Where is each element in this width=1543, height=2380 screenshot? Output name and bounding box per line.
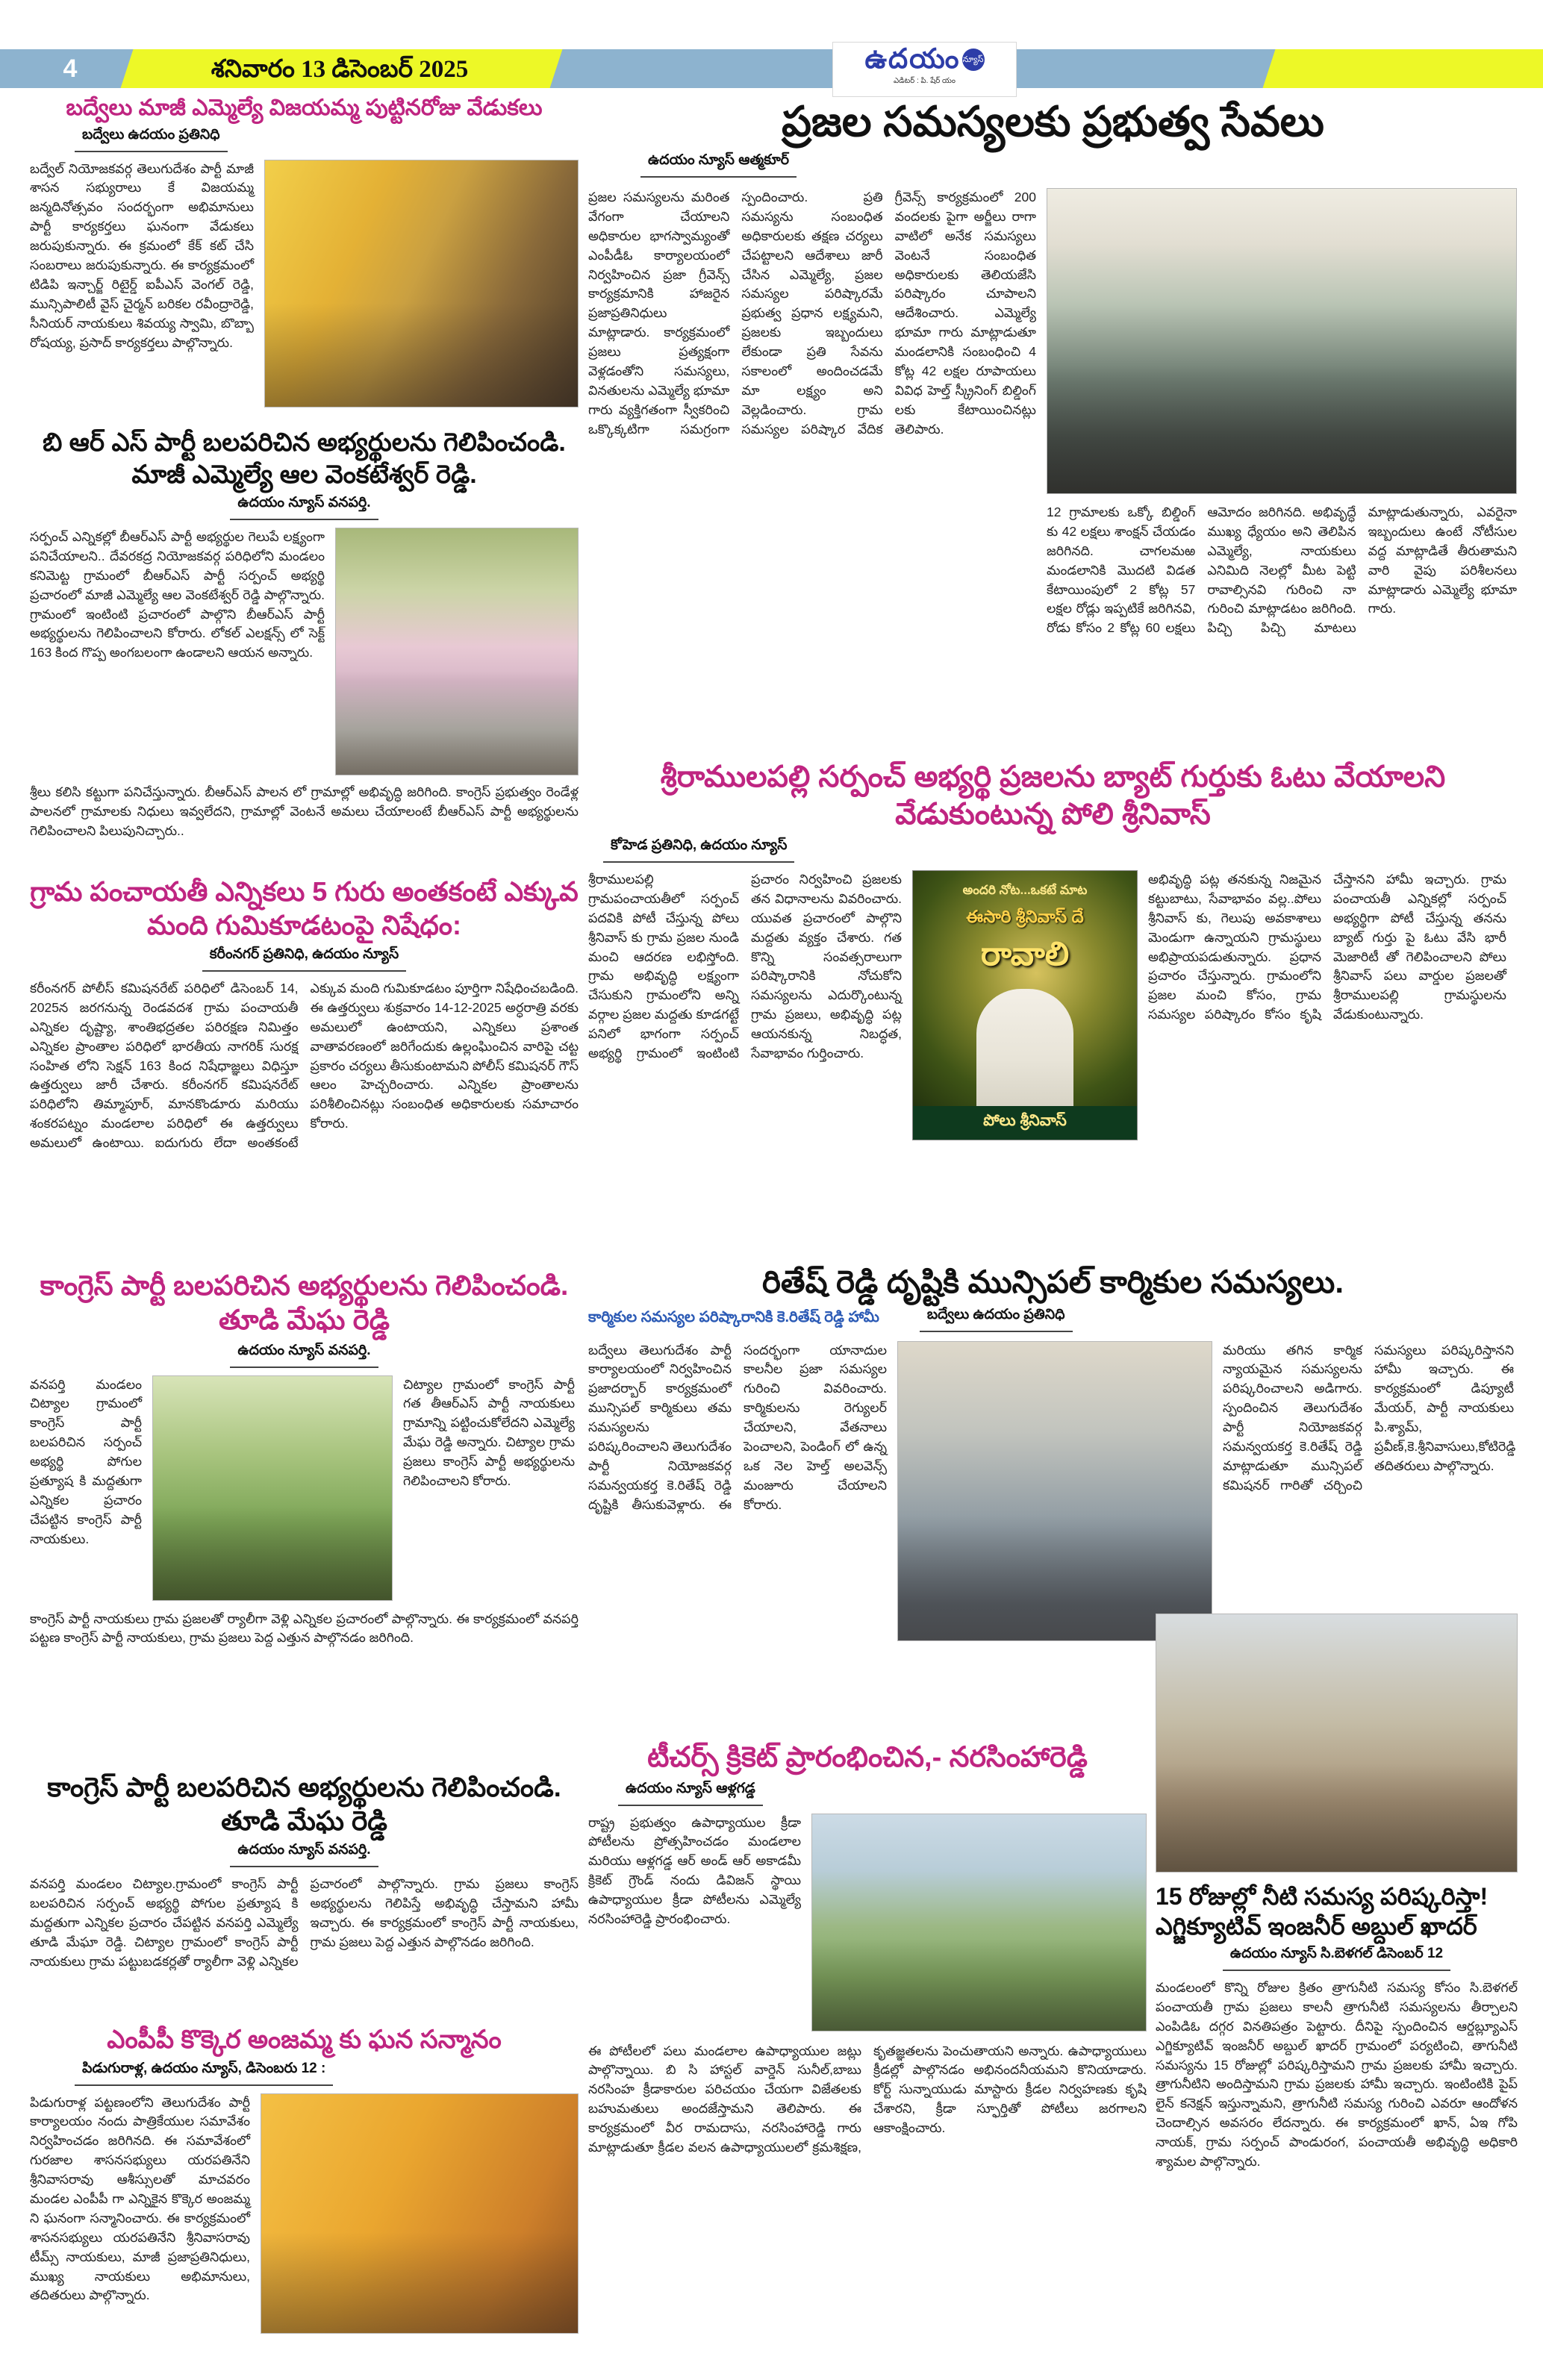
poster-line3: రావాలి [980, 936, 1070, 972]
article-body-top: రాష్ట్ర ప్రభుత్వం ఉపాధ్యాయుల క్రీడా పోటీలను ప్రోత్సహించడం మండలాల మరియు ఆళ్లగడ్డ ఆర్ అండ్ ఆర్ అకాడమీ క్రికెట్ గ్రౌండ్ నందు డివిజన్ స్థాయి ఉపాధ్యాయుల క్రీడా పోటీలను ఎమ్మెల్యే నరసింహారెడ్డి ప్రారంభించారు. [588, 1814, 801, 1926]
article-headline: ఎంపీపీ కొక్కెర అంజమ్మ కు ఘన సన్మానం [107, 2026, 502, 2054]
article-govt-services [588, 96, 1518, 743]
newspaper-tagline: ఎడిటర్ : పి. షేర్ యం [894, 77, 956, 85]
article-byline: కరీంనగర్ ప్రతినిధి, ఉదయం న్యూస్ [202, 946, 406, 972]
page-date: శనివారం 13 డిసెంబర్ 2025 [211, 56, 469, 83]
article-body: బద్వేల్ నియోజకవర్గ తెలుగుదేశం పార్టీ మాజీ శాసన సభ్యురాలు కే విజయమ్మ జన్మదినోత్సవం సందర్భంగా అభిమానులు పార్టీ కార్యకర్తలు ఘనంగా వేడుకలు జరుపుకున్నారు. ఈ క్రమంలో కేక్ కట్ చేసి సంబరాలు జరుపుకున్నారు. ఈ కార్యక్రమంలో టిడిపి ఇన్చార్జ్ రిటైర్డ్ ఐపీఎస్ వెంగల్ రెడ్డి, మున్సిపాలిటీ వైస్ చైర్మన్ బరికల రవీంద్రారెడ్డి, సీనియర్ నాయకులు శివయ్య స్వామి, బొబ్బా రోషయ్య, ప్రసాద్ కార్యకర్తలు పాల్గొన్నారు. [30, 160, 254, 350]
article-headline: కాంగ్రెస్ పార్టీ బలపరిచిన అభ్యర్థులను గెలిపించండి. తూడి మేఘ రెడ్డి [47, 1772, 561, 1836]
article-body: సర్పంచ్ ఎన్నికల్లో బీఆర్ఎస్ పార్టీ అభ్యర్థుల గెలుపే లక్ష్యంగా పనిచేయాలని.. దేవరకద్ర నియోజకవర్గ పరిధిలోని మండలం కనిమెట్ట గ్రామంలో బీఆర్ఎస్ పార్టీ సర్పంచ్ అభ్యర్థి ప్రచారంలో మాజీ ఎమ్మెల్యే ఆల వెంకటేశ్వర్ రెడ్డి పాల్గొన్నారు. గ్రామంలో ఇంటింటి ప్రచారంలో పాల్గొని బీఆర్ఎస్ పార్టీ అభ్యర్థులను గెలిపించాలని కోరారు. లోకల్ ఎలక్షన్స్ లో సెక్ట్ 163 కింద గొప్ప అంగబలంగా ఉండాలని ఆయన అన్నారు. [30, 529, 325, 660]
article-teachers-cricket [588, 1740, 1147, 2345]
article-headline: 15 రోజుల్లో నీటి సమస్య పరిష్కరిస్తా! ఎగ్జిక్యూటివ్ ఇంజనీర్ అబ్దుల్ ఖాదర్ [1156, 1883, 1489, 1940]
article-byline: కోహెడ ప్రతినిధి, ఉదయం న్యూస్ [603, 837, 794, 863]
newspaper-name: ఉదయం [864, 44, 961, 75]
article-headline: ప్రజల సమస్యలకు ప్రభుత్వ సేవలు [782, 98, 1324, 145]
article-water-problem [1156, 1614, 1518, 2345]
election-poster [912, 870, 1138, 1140]
article-headline: గ్రామ పంచాయతీ ఎన్నికలు 5 గురు అంతకంటే ఎక్కువ మంది గుమికూడటంపై నిషేధం: [30, 876, 579, 940]
photo-birthday-celebration [264, 160, 579, 407]
article-sarpanch-bat [588, 758, 1518, 1252]
article-body: వనపర్తి మండలం చిట్యాల.గ్రామంలో కాంగ్రెస్ పార్టీ బలపరిచిన సర్పంచ్ అభ్యర్థి పోగుల ప్రత్యూష కి మద్దతుగా ఎన్నికల ప్రచారం చేపట్టిన వనపర్తి ఎమ్మెల్యే తూడి మేఘా రెడ్డి. చిట్యాల గ్రామంలో కాంగ్రెస్ పార్టీ నాయకులు గ్రామ పట్టుబడకర్లతో ర్యాలీగా వెళ్లి ఎన్నికల ప్రచారంలో పాల్గొన్నారు. గ్రామ ప్రజలు కాంగ్రెస్ అభ్యర్థులను గెలిపిస్తే అభివృద్ధి చేస్తామని హామీ ఇచ్చారు. ఈ కార్యక్రమంలో కాంగ్రెస్ పార్టీ నాయకులు, గ్రామ ప్రజలు పెద్ద ఎత్తున పాల్గొనడం జరిగింది. [30, 1876, 579, 1969]
photo-brs-leaders [335, 528, 579, 775]
photo-cricket-ground [811, 1814, 1147, 2031]
page-number: 4 [63, 54, 78, 83]
article-byline: ఉదయం న్యూస్ సి.బెళగల్ డిసెంబర్ 12 [1223, 1946, 1450, 1971]
poster-line1: అందరి నోట...ఒకటే మాట [962, 883, 1088, 897]
poster-candidate-name: పోలు శ్రీనివాస్ [913, 1106, 1137, 1140]
article-headline: కాంగ్రెస్ పార్టీ బలపరిచిన అభ్యర్థులను గెలిపించండి. తూడి మేఘ రెడ్డి [40, 1270, 569, 1336]
article-body-right: 12 గ్రామాలకు ఒక్కో బిల్డింగ్ కు 42 లక్షలు శాంక్షన్ చేయడం జరిగినది. చాగలమఱ మండలానికి మొదటి విడత కేటాయింపులో 2 కోట్ల 57 లక్షల రోడ్లు ఇప్పటికే జరిగినవి, రోడు కోసం 2 కోట్ల 60 లక్షలు ఆమోదం జరిగినది. అభివృద్ధే ముఖ్య ధ్యేయం అని తెలిపిన ఎమ్మెల్యే, నాయకులు ఎనిమిది నెలల్లో మీట పెట్టి రావాల్సినవి గురించి నా గురించి మాట్లాడటం జరిగింది. పిచ్చి పిచ్చి మాటలు మాట్లాడుతున్నారు, ఎవరైనా ఇబ్బందులు ఉంటే నోటీసుల వద్ద మాట్లాడితే తీరుతామని వారి వైపు పరిశీలనలు మాట్లాడారు ఎమ్మెల్యే భూమా గారు. [1047, 505, 1517, 636]
article-byline: ఉదయం న్యూస్ వనపర్తి. [230, 495, 378, 520]
poster-candidate-figure [976, 989, 1073, 1106]
article-byline: బద్వేలు ఉదయం ప్రతినిధి [920, 1307, 1073, 1332]
article-byline: ఉదయం న్యూస్ వనపర్తి. [230, 1343, 378, 1368]
newspaper-logo [832, 42, 1017, 97]
article-subhead: కార్మికుల సమస్యల పరిష్కారానికి కె.రితేష్ రెడ్డి హామీ [588, 1309, 879, 1325]
article-congress-campaign-2 [30, 1770, 579, 2017]
article-body-left: ప్రజల సమస్యలను మరింత వేగంగా చేయాలని అధికారుల భాగస్వామ్యంతో ఎంపీడీఓ కార్యాలయంలో నిర్వహించిన ప్రజా గ్రీవెన్స్ కార్యక్రమానికి హాజరైన ప్రజాప్రతినిధులు మాట్లాడారు. కార్యక్రమంలో ప్రజలు ప్రత్యక్షంగా వెళ్లడంతోని సమస్యలు, వినతులను ఎమ్మెల్యే భూమా గారు వ్యక్తిగతంగా స్వీకరించి ఒక్కొక్కటిగా సమగ్రంగా స్పందించారు. ప్రతి సమస్యను సంబంధిత అధికారులకు తక్షణ చర్యలు చేపట్టాలని ఆదేశాలు జారీ చేసిన ఎమ్మెల్యే, ప్రజల సమస్యల పరిష్కారమే ప్రభుత్వ ప్రధాన లక్ష్యమని, ప్రజలకు ఇబ్బందులు లేకుండా ప్రతి సేవను సకాలంలో అందించడమే మా లక్ష్యం అని వెల్లడించారు. గ్రామ సమస్యల పరిష్కార వేదిక గ్రీవెన్స్ కార్యక్రమంలో 200 వందలకు పైగా అర్జీలు రాగా వాటిలో అనేక సమస్యలు వెంటనే సంబంధిత అధికారులకు తెలియజేసి పరిష్కారం చూపాలని ఆదేశించారు. ఎమ్మెల్యే భూమా గారు మాట్లాడుతూ మండలానికి సంబంధించి 4 కోట్ల 42 లక్షల రూపాయలు వివిధ హెల్త్ స్క్రీనింగ్ బిల్డింగ్ లకు కేటాయించినట్లు తెలిపారు. [588, 190, 1036, 437]
article-body-right: చిట్యాల గ్రామంలో కాంగ్రెస్ పార్టీ గత తీఆర్ఎస్ పార్టీ నాయకులు గ్రామాన్ని పట్టించుకోలేదని ఎమ్మెల్యే మేఘ రెడ్డి అన్నారు. చిట్యాల గ్రామ ప్రజలు కాంగ్రెస్ పార్టీ అభ్యర్థులను గెలిపించాలని కోరారు. [403, 1376, 575, 1488]
article-byline: ఉదయం న్యూస్ వనపర్తి. [230, 1842, 378, 1867]
article-body-bottom: కాంగ్రెస్ పార్టీ నాయకులు గ్రామ ప్రజలతో ర్యాలీగా వెళ్లి ఎన్నికల ప్రచారంలో పాల్గొన్నారు. ఈ కార్యక్రమంలో వనపర్తి పట్టణ కాంగ్రెస్ పార్టీ నాయకులు, గ్రామ ప్రజలు పెద్ద ఎత్తున పాల్గొనడం జరిగింది. [30, 1611, 579, 1646]
article-headline: రితేష్ రెడ్డి దృష్టికి మున్సిపల్ కార్మికుల సమస్యలు. [761, 1264, 1344, 1299]
article-body-tail: శ్రీలు కలిసి కట్టుగా పనిచేస్తున్నారు. బీఆర్ఎస్ పాలన లో గ్రామాల్లో అభివృద్ధి జరిగింది. కాంగ్రెస్ ప్రభుత్వం రెండేళ్ల పాలనలో గ్రామాలకు నిధులు ఇవ్వలేదని, గ్రామాల్లో వెంటనే అమలు చేయాలంటే బీఆర్ఎస్ పార్టీ అభ్యర్థులను గెలిపించాలని పిలుపునిచ్చారు.. [30, 784, 579, 838]
page-header [0, 44, 1543, 88]
article-byline: పిడుగురాళ్ల, ఉదయం న్యూస్, డిసెంబరు 12 : [75, 2061, 333, 2086]
article-byline: ఉదయం న్యూస్ ఆత్మకూర్ [640, 152, 797, 178]
photo-press-meet [1047, 188, 1517, 494]
article-headline: టీచర్స్ క్రికెట్ ప్రారంభించిన,- నరసింహారెడ్డి [647, 1742, 1088, 1773]
photo-village-inspection [1156, 1614, 1518, 1873]
article-body-left: శ్రీరాములపల్లి గ్రామపంచాయతీలో సర్పంచ్ పదవికి పోటీ చేస్తున్న పోలు శ్రీనివాస్ కు గ్రామ ప్రజల నుండి మంచి ఆదరణ లభిస్తోంది. గ్రామ అభివృద్ధి లక్ష్యంగా చేసుకుని గ్రామంలోని అన్ని వర్గాల ప్రజల మద్దతు కూడగట్టే పనిలో భాగంగా సర్పంచ్ అభ్యర్థి గ్రామంలో ఇంటింటి ప్రచారం నిర్వహించి ప్రజలకు తన విధానాలను వివరించారు. యువత ప్రచారంలో పాల్గొని మద్దతు వ్యక్తం చేశారు. గత కొన్ని సంవత్సరాలుగా పరిష్కారానికి నోచుకోని సమస్యలను ఎదుర్కొంటున్న గ్రామ ప్రజలు, అభివృద్ధి పట్ల ఆయనకున్న నిబద్ధత, సేవాభావం గుర్తించారు. [588, 872, 902, 1061]
article-headline: బద్వేలు మాజీ ఎమ్మెల్యే విజయమ్మ పుట్టినరోజు వేడుకలు [66, 96, 543, 120]
article-headline: బి ఆర్ ఎస్ పార్టీ బలపరిచిన అభ్యర్థులను గెలిపించండి. మాజీ ఎమ్మెల్యే ఆల వెంకటేశ్వర్ రెడ్డి. [43, 428, 566, 489]
article-body: మండలంలో కొన్ని రోజుల క్రితం త్రాగునీటి సమస్య కోసం సి.బెళగల్ పంచాయతీ గ్రామ ప్రజలు కాలనీ త్రాగునీటి సమస్యలను తీర్చాలని ఎంపిడిఓ దగ్గర వినతిపత్రం పెట్టారు. దీనిపై స్పందించిన ఆర్డబ్ల్యూఎస్ ఎగ్జిక్యూటివ్ ఇంజనీర్ అబ్దుల్ ఖాదర్ గ్రామంలో పర్యటించి, తాగునీటి సమస్యను 15 రోజుల్లో పరిష్కరిస్తామని గ్రామ ప్రజలకు హామీ ఇచ్చారు. త్రాగునీటిని అందిస్తామని గ్రామ ప్రజలకు హామీ ఇచ్చారు. ఇంటింటికి పైప్ లైన్ కనెక్షన్ ఇస్తున్నామని, త్రాగునీటి సమస్య గురించి ఎవరూ ఆందోళన చెందాల్సిన అవసరం లేదన్నారు. ఈ కార్యక్రమంలో ఖాన్, ఏఇ గోపి నాయక్, గ్రామ సర్పంచ్ పాండురంగ, పంచాయతీ అభివృద్ధి అధికారి శ్యామల పాల్గొన్నారు. [1156, 1980, 1518, 2170]
article-body-right: అభివృద్ధి పట్ల తనకున్న నిజమైన కట్టుబాటు, సేవాభావం వల్ల..పోలు శ్రీనివాస్ కు, గెలుపు అవకాశాలు మెండుగా ఉన్నాయని గ్రామస్థులు అభిప్రాయపడుతున్నారు. ప్రధాన ప్రచారం చేస్తున్నారు. గ్రామంలోని ప్రజల మంచి కోసం, గ్రామ సమస్యల పరిష్కారం కోసం కృషి చేస్తానని హామీ ఇచ్చారు. గ్రామ పంచాయతీ ఎన్నికల్లో సర్పంచ్ అభ్యర్థిగా పోటీ చేస్తున్న తనను బ్యాట్ గుర్తు పై ఓటు వేసి భారీ మెజారిటీ తో గెలిపించాలని పోలు శ్రీనివాస్ పలు వార్డుల ప్రజలతో శ్రీరాములపల్లి గ్రామస్థులను వేడుకుంటున్నారు. [1148, 872, 1506, 1022]
poster-line2: ఈసారి శ్రీనివాస్ దే [966, 907, 1084, 926]
photo-tdp-felicitation [261, 2093, 579, 2334]
photo-congress-rally [152, 1375, 393, 1601]
article-body: కరీంనగర్ పోలీస్ కమిషనరేట్ పరిధిలో డిసెంబర్ 14, 2025న జరగనున్న రెండవదశ గ్రామ పంచాయతీ ఎన్నికల దృష్ట్యా, శాంతిభద్రతల పరిరక్షణ నిమిత్తం ఎన్నికల ప్రాంతాల పరిధిలో భారతీయ నాగరిక్ సురక్ష సంహిత లోని సెక్షన్ 163 కింద నిషేధాజ్ఞలు విధిస్తూ ఉత్తర్వులు జారీ చేశారు. కరీంనగర్ కమిషనరేట్ పరిధిలోని తిమ్మాపూర్, మానకొండూరు మరియు శంకరపట్నం మండలాల పరిధిలో ఈ ఉత్తర్వులు అమలులో ఉంటాయి. ఐదుగురు లేదా అంతకంటే ఎక్కువ మంది గుమికూడటం పూర్తిగా నిషేధించబడింది. ఈ ఉత్తర్వులు శుక్రవారం 14-12-2025 అర్ధరాత్రి వరకు అమలులో ఉంటాయని, ఎన్నికలు ప్రశాంత వాతావరణంలో జరిగేందుకు ఉల్లంఘించిన వారిపై చట్ట ప్రకారం చర్యలు తీసుకుంటామని పోలీస్ కమిషనర్ గౌస్ ఆలం హెచ్చరించారు. ఎన్నికల ప్రాంతాలను పరిశీలించినట్లు సంబంధిత అధికారులకు సమాచారం కోరారు. [30, 981, 579, 1151]
header-yellow-strip [1263, 49, 1543, 88]
article-mpp-felicitation [30, 2024, 579, 2356]
news-badge: న్యూస్ [962, 49, 985, 71]
article-body: పిడుగురాళ్ల పట్టణంలోని తెలుగుదేశం పార్టీ కార్యాలయం నందు పాత్రికేయుల సమావేశం నిర్వహించడం జరిగినది. ఈ సమావేశంలో గురజాల శాసనసభ్యులు యరపతినేని శ్రీనివాసరావు ఆశీస్సులతో మాచవరం మండల ఎంపీపీ గా ఎన్నికైన కొక్కెర అంజమ్మ ని ఘనంగా సన్మానించారు. ఈ కార్యక్రమంలో శాసనసభ్యులు యరపతినేని శ్రీనివాసరావు టీమ్స్ నాయకులు, మాజీ ప్రజాప్రతినిధులు, ముఖ్య నాయకులు అభిమానులు, తదితరులు పాల్గొన్నారు. [30, 2094, 250, 2303]
article-byline: ఉదయం న్యూస్ ఆళ్లగడ్డ [618, 1781, 763, 1806]
article-badvelu-birthday [30, 94, 579, 424]
article-panchayat-ban [30, 875, 579, 1257]
article-headline: శ్రీరాములపల్లి సర్పంచ్ అభ్యర్థి ప్రజలను బ్యాట్ గుర్తుకు ఓటు వేయాలని వేడుకుంటున్న పోలి శ్రీనివాస్ [660, 760, 1446, 831]
article-congress-campaign-1 [30, 1269, 579, 1761]
article-brs-campaign [30, 427, 579, 869]
photo-workers-petition [897, 1341, 1212, 1641]
article-body-left: బద్వేలు తెలుగుదేశం పార్టీ కార్యాలయంలో నిర్వహించిన ప్రజాదర్బార్ కార్యక్రమంలో మున్సిపల్ కార్మికులు తమ సమస్యలను పరిష్కరించాలని తెలుగుదేశం పార్టీ నియోజకవర్గ సమన్వయకర్త కె.రితేష్ రెడ్డి దృష్టికి తీసుకువెళ్లారు. ఈ సందర్భంగా యానాదుల కాలనీల ప్రజా సమస్యల గురించి వివరించారు. కార్మికులను రెగ్యులర్ చేయాలని, వేతనాలు పెంచాలని, పెండింగ్ లో ఉన్న ఒక నెల హెల్త్ అలవెన్స్ మంజూరు చేయాలని కోరారు. [588, 1342, 887, 1512]
article-body-left: వనపర్తి మండలం చిట్యాల గ్రామంలో కాంగ్రెస్ పార్టీ బలపరిచిన సర్పంచ్ అభ్యర్థి పోగుల ప్రత్యూష కి మద్దతుగా ఎన్నికల ప్రచారం చేపట్టిన కాంగ్రెస్ పార్టీ నాయకులు. [30, 1376, 142, 1546]
article-body-bottom: ఈ పోటీలలో పలు మండలాల ఉపాధ్యాయుల జట్లు పాల్గొన్నాయి. బి సి హాస్టల్ వార్డెన్ సునీల్,బాబు నరసింహ క్రీడాకారుల పరిచయం చేయగా విజేతలకు బహుమతులు అందజేస్తామని తెలిపారు. ఈ కార్యక్రమంలో వీర రామదాసు, నరసింహారెడ్డి గారు మాట్లాడుతూ క్రీడల వలన ఉపాధ్యాయులలో క్రమశిక్షణ, కృతజ్ఞతలను పెంచుతాయని అన్నారు. ఉపాధ్యాయులు క్రీడల్లో పాల్గొనడం అభినందనీయమని కొనియాడారు. కోర్ట్ సున్నాయుడు మాస్టారు క్రీడల నిర్వహణకు కృషి చేశారని, క్రీడా స్ఫూర్తితో పోటీలు జరగాలని ఆకాంక్షించారు. [588, 2043, 1147, 2155]
article-byline: బద్వేలు ఉదయం ప్రతినిధి [75, 127, 228, 152]
article-body-right: మరియు తగిన కార్మిక న్యాయమైన సమస్యలను పరిష్కరించాలని అడిగారు. స్పందించిన తెలుగుదేశం పార్టీ నియోజకవర్గ సమన్వయకర్త కె.రితేష్ రెడ్డి మాట్లాడుతూ మున్సిపల్ కమిషనర్ గారితో చర్చించి సమస్యలు పరిష్కరిస్తానని హామీ ఇచ్చారు. ఈ కార్యక్రమంలో డిప్యూటీ మేయర్, పార్టీ నాయకులు పి.శ్యామ్, ప్రవీణ్,కె.శ్రీనివాసులు,కోటిరెడ్డి తదితరులు పాల్గొన్నారు. [1223, 1342, 1516, 1493]
